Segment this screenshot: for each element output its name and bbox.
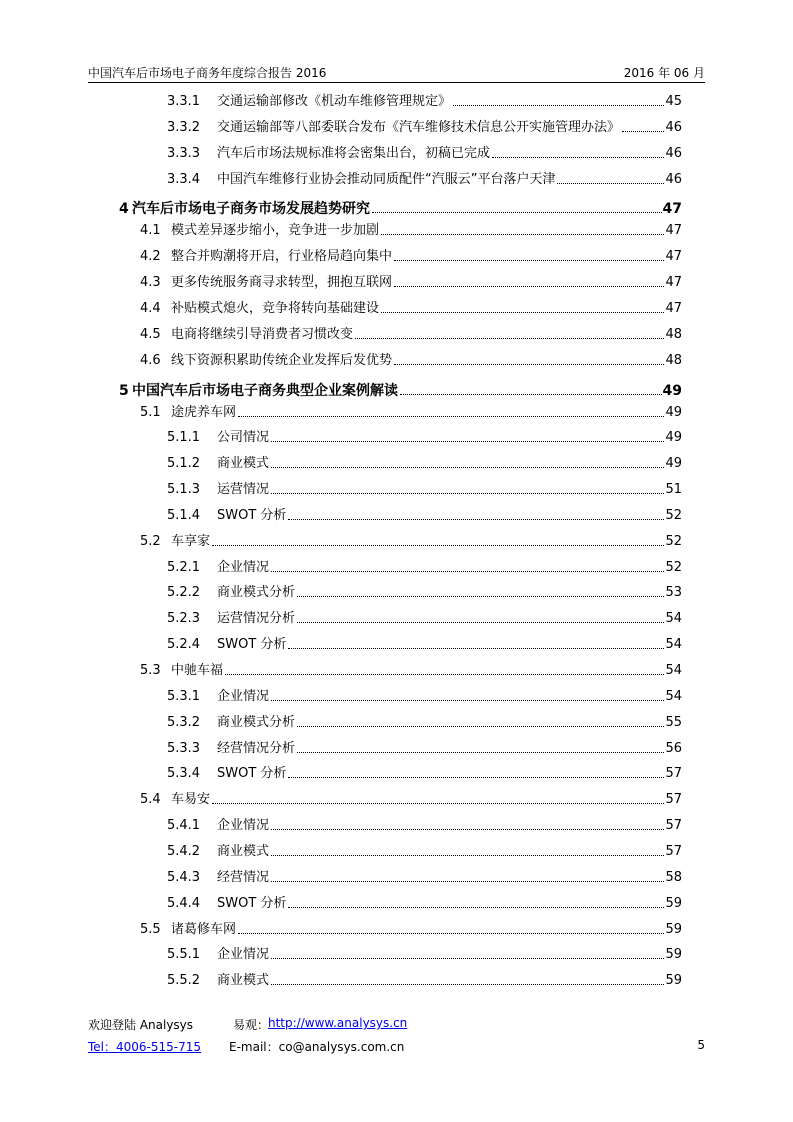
toc-entry[interactable] (167, 864, 682, 886)
toc-entry[interactable] (167, 424, 682, 446)
toc-entry[interactable] (167, 114, 682, 136)
toc-entry-page: 46 (665, 119, 682, 135)
toc-entry-title: 运营情况分析 (217, 611, 296, 627)
toc-entry-title: 经营情况 (217, 869, 270, 885)
toc-entry-page: 57 (665, 792, 682, 808)
toc-entry-title: 商业模式 (217, 843, 270, 859)
toc-entry[interactable] (167, 941, 682, 963)
toc-dot-leader (271, 984, 664, 985)
toc-entry-title: 交通运输部等八部委联合发布《汽车维修技术信息公开实施管理办法》 (217, 119, 621, 135)
toc-entry-number: 5.1.4 (167, 507, 201, 523)
toc-entry-number: 3.3.1 (167, 94, 201, 109)
toc-entry[interactable] (167, 605, 682, 627)
footer-tel-link[interactable]: Tel：4006-515-715 (88, 1040, 202, 1054)
toc-dot-leader (400, 394, 662, 395)
toc-entry-page: 48 (665, 352, 682, 368)
toc-dot-leader (297, 596, 664, 597)
toc-entry-page: 58 (665, 869, 682, 885)
toc-entry-title: SWOT 分析 (217, 507, 287, 523)
toc-entry-title: 运营情况 (217, 482, 270, 498)
toc-entry-page: 46 (665, 171, 682, 187)
toc-entry[interactable] (167, 890, 682, 912)
toc-dot-leader (271, 493, 664, 494)
toc-entry-number: 3.3.3 (167, 145, 201, 161)
toc-entry-number: 5.2.4 (167, 637, 201, 653)
toc-entry-title: 商业模式分析 (217, 714, 296, 730)
toc-entry-number: 5.3.3 (167, 740, 201, 756)
toc-dot-leader (238, 416, 664, 417)
toc-entry[interactable] (167, 88, 682, 110)
toc-entry[interactable] (140, 243, 682, 265)
toc-entry-page: 57 (665, 818, 682, 834)
toc-entry[interactable] (167, 683, 682, 705)
toc-entry-page: 45 (665, 94, 682, 109)
toc-entry-number: 4 (119, 201, 129, 218)
toc-entry-title: 中国汽车维修行业协会推动同质配件“汽服云”平台落户天津 (217, 171, 556, 187)
toc-dot-leader (557, 183, 664, 184)
footer-yiguan-label: 易观： (233, 1018, 270, 1032)
toc-entry-title: SWOT 分析 (217, 766, 287, 782)
toc-entry[interactable] (167, 838, 682, 860)
report-date: 2016 年 06 月 (623, 66, 705, 80)
toc-entry-number: 5.2.2 (167, 585, 201, 601)
toc-entry-title: 模式差异逐步缩小，竞争进一步加剧 (171, 223, 380, 239)
toc-entry-title: 商业模式分析 (217, 585, 296, 601)
toc-entry-number: 5.3.2 (167, 714, 201, 730)
toc-entry[interactable] (167, 450, 682, 472)
toc-entry[interactable] (167, 735, 682, 757)
toc-entry[interactable] (140, 347, 682, 369)
toc-entry[interactable] (140, 217, 682, 239)
toc-entry-number: 5.5 (140, 921, 161, 937)
toc-entry-page: 47 (665, 275, 682, 291)
toc-entry[interactable] (140, 786, 682, 808)
toc-dot-leader (355, 338, 664, 339)
toc-entry-page: 49 (662, 382, 682, 399)
toc-entry[interactable] (140, 295, 682, 317)
toc-entry-page: 54 (665, 663, 682, 678)
toc-entry-title: 汽车后市场电子商务市场发展趋势研究 (132, 201, 370, 218)
toc-entry-title: 中国汽车后市场电子商务典型企业案例解读 (132, 382, 398, 399)
toc-entry[interactable] (140, 399, 682, 421)
toc-dot-leader (381, 312, 664, 313)
footer-welcome: 欢迎登陆 Analysys (88, 1018, 194, 1032)
toc-dot-leader (492, 157, 664, 158)
toc-entry-title: 商业模式 (217, 456, 270, 472)
toc-entry-title: 交通运输部修改《机动车维修管理规定》 (217, 94, 452, 109)
toc-dot-leader (394, 260, 664, 261)
toc-dot-leader (453, 105, 664, 106)
toc-entry-title: 企业情况 (217, 688, 270, 704)
toc-entry-page: 47 (665, 249, 682, 265)
toc-dot-leader (271, 958, 664, 959)
toc-entry-page: 47 (665, 223, 682, 239)
toc-entry-page: 51 (665, 482, 682, 498)
toc-entry-page: 59 (665, 947, 682, 963)
toc-dot-leader (288, 519, 664, 520)
toc-dot-leader (271, 881, 664, 882)
toc-entry[interactable] (167, 967, 682, 989)
toc-entry-number: 3.3.4 (167, 171, 201, 187)
footer-email: E-mail：co@analysys.com.cn (229, 1040, 405, 1054)
toc-entry-page: 57 (665, 843, 682, 859)
toc-dot-leader (288, 777, 664, 778)
toc-entry-title: SWOT 分析 (217, 637, 287, 653)
toc-dot-leader (381, 234, 664, 235)
toc-entry-title: 公司情况 (217, 430, 270, 446)
toc-entry-title: 更多传统服务商寻求转型，拥抱互联网 (171, 275, 393, 291)
page-number: 5 (697, 1038, 705, 1052)
toc-entry-page: 46 (665, 145, 682, 161)
toc-dot-leader (271, 467, 664, 468)
toc-dot-leader (271, 829, 664, 830)
toc-entry-page: 54 (665, 611, 682, 627)
report-title: 中国汽车后市场电子商务年度综合报告 2016 (88, 66, 327, 80)
toc-entry-number: 5.3.4 (167, 766, 201, 782)
toc-entry-page: 53 (665, 585, 682, 601)
toc-entry-title: 汽车后市场法规标准将会密集出台，初稿已完成 (217, 145, 491, 161)
toc-entry-number: 5.4 (140, 792, 161, 808)
toc-entry-page: 54 (665, 637, 682, 653)
toc-entry-title: 诸葛修车网 (171, 921, 237, 937)
toc-dot-leader (212, 803, 664, 804)
toc-entry-page: 59 (665, 921, 682, 937)
toc-entry-number: 5.1.3 (167, 482, 201, 498)
toc-entry-number: 5.5.2 (167, 973, 201, 989)
toc-entry-number: 5 (119, 382, 129, 399)
toc-entry[interactable] (167, 631, 682, 653)
toc-entry[interactable] (119, 373, 682, 399)
toc-entry-page: 55 (665, 714, 682, 730)
toc-entry-number: 5.4.4 (167, 895, 201, 911)
toc-entry-title: 车享家 (171, 533, 211, 549)
toc-dot-leader (622, 131, 664, 132)
toc-entry-number: 4.3 (140, 275, 161, 291)
toc-entry[interactable] (167, 709, 682, 731)
toc-dot-leader (271, 855, 664, 856)
toc-entry[interactable] (167, 554, 682, 576)
toc-dot-leader (212, 545, 664, 546)
toc-dot-leader (288, 648, 664, 649)
toc-entry-page: 49 (665, 404, 682, 420)
toc-dot-leader (238, 933, 664, 934)
toc-entry[interactable] (167, 812, 682, 834)
toc-entry-page: 49 (665, 430, 682, 446)
toc-entry[interactable] (167, 476, 682, 498)
toc-entry[interactable] (167, 166, 682, 188)
toc-entry-title: 企业情况 (217, 947, 270, 963)
toc-entry-page: 59 (665, 895, 682, 911)
toc-entry-number: 4.6 (140, 352, 161, 368)
toc-entry-page: 48 (665, 326, 682, 342)
toc-entry-number: 5.4.2 (167, 843, 201, 859)
toc-entry-number: 5.3 (140, 663, 161, 678)
toc-entry-page: 59 (665, 973, 682, 989)
toc-entry-title: 经营情况分析 (217, 740, 296, 756)
toc-entry[interactable] (167, 760, 682, 782)
toc-entry-title: 企业情况 (217, 818, 270, 834)
toc-entry-number: 4.5 (140, 326, 161, 342)
toc-entry-number: 5.3.1 (167, 688, 201, 704)
toc-entry-title: 车易安 (171, 792, 211, 808)
toc-entry[interactable] (167, 502, 682, 524)
toc-entry-number: 5.1.1 (167, 430, 201, 446)
toc-dot-leader (271, 441, 664, 442)
toc-entry-page: 57 (665, 766, 682, 782)
toc-entry-number: 4.1 (140, 223, 161, 239)
toc-dot-leader (288, 907, 664, 908)
toc-entry-number: 5.4.3 (167, 869, 201, 885)
toc-entry[interactable] (140, 916, 682, 938)
toc-entry-number: 5.1.2 (167, 456, 201, 472)
footer-website-link[interactable]: http://www.analysys.cn (268, 1016, 408, 1030)
toc-entry-page: 56 (665, 740, 682, 756)
toc-entry-page: 52 (665, 559, 682, 575)
toc-entry-title: 电商将继续引导消费者习惯改变 (171, 326, 354, 342)
toc-dot-leader (394, 286, 664, 287)
toc-entry-title: 补贴模式熄火，竞争将转向基础建设 (171, 300, 380, 316)
toc-entry[interactable] (140, 528, 682, 550)
toc-dot-leader (271, 571, 664, 572)
toc-entry-title: 中驰车福 (171, 663, 224, 678)
toc-dot-leader (271, 700, 664, 701)
toc-dot-leader (372, 212, 662, 213)
toc-entry-title: 整合并购潮将开启，行业格局趋向集中 (171, 249, 393, 265)
toc-entry-number: 5.2 (140, 533, 161, 549)
toc-dot-leader (225, 674, 664, 675)
toc-entry-number: 5.2.3 (167, 611, 201, 627)
toc-entry-title: 商业模式 (217, 973, 270, 989)
toc-entry[interactable] (140, 269, 682, 291)
toc-entry-page: 52 (665, 507, 682, 523)
toc-entry-number: 5.2.1 (167, 559, 201, 575)
toc-dot-leader (297, 752, 664, 753)
toc-entry-number: 3.3.2 (167, 119, 201, 135)
toc-entry-title: 企业情况 (217, 559, 270, 575)
toc-entry[interactable] (140, 321, 682, 343)
toc-entry-page: 54 (665, 688, 682, 704)
toc-entry-page: 47 (662, 201, 682, 218)
toc-entry[interactable] (119, 191, 682, 217)
toc-dot-leader (297, 726, 664, 727)
toc-entry-number: 4.2 (140, 249, 161, 265)
toc-dot-leader (297, 622, 664, 623)
toc-entry-page: 47 (665, 300, 682, 316)
toc-entry-page: 49 (665, 456, 682, 472)
toc-entry-title: SWOT 分析 (217, 895, 287, 911)
toc-entry[interactable] (167, 579, 682, 601)
toc-entry-number: 5.1 (140, 404, 161, 420)
toc-entry[interactable] (167, 140, 682, 162)
toc-entry-number: 5.4.1 (167, 818, 201, 834)
toc-entry-number: 4.4 (140, 300, 161, 316)
toc-entry-number: 5.5.1 (167, 947, 201, 963)
toc-dot-leader (394, 364, 664, 365)
toc-entry-title: 线下资源积累助传统企业发挥后发优势 (171, 352, 393, 368)
toc-entry-page: 52 (665, 533, 682, 549)
toc-entry[interactable] (140, 657, 682, 679)
page-header (88, 62, 705, 83)
toc-entry-title: 途虎养车网 (171, 404, 237, 420)
